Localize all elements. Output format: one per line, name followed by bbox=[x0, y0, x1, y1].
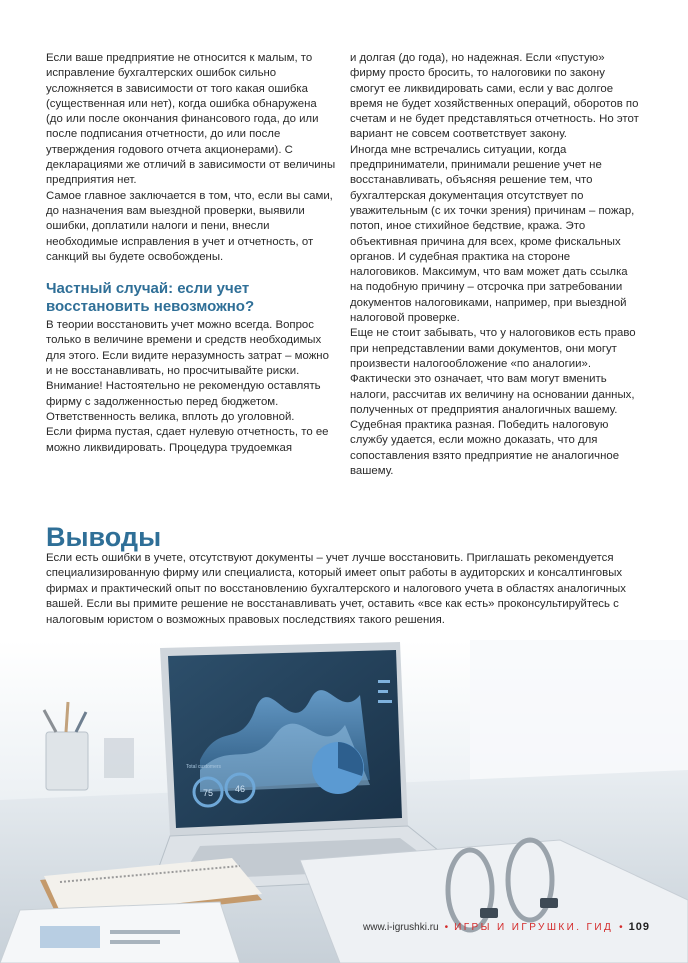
conclusion-text: Если есть ошибки в учете, отсутствуют документы – учет лучше восстановить. Приглашать рекомендуется специализированную фирму или специалиста, который имеет опыт работы в аудиторских и консалтинговых фирмах и практический опыт по восстановлению бухгалтерского и налогового учета в областях аналогичных вашей. Если вы примите решение не восстанавливать учет, оставить «все как есть» проконсультируйтесь с налоговым юристом о возможных правовых последствиях такого решения. bbox=[46, 552, 626, 626]
gauge-value-1: 75 bbox=[202, 788, 214, 798]
gauge-value-2: 46 bbox=[234, 784, 246, 794]
left-para-2: Самое главное заключается в том, что, если вы сами, до назначения вам выездной проверки, выявили ошибки, доплатили налоги и пени, внесли необходимые исправления в учет и отчетность, от санкций вы будете освобождены. bbox=[46, 189, 333, 263]
left-para-4: Если фирма пустая, сдает нулевую отчетность, то ее можно ликвидировать. Процедура трудоемкая bbox=[46, 426, 329, 454]
page-footer bbox=[363, 918, 650, 936]
section-subheading: Частный случай: если учет восстановить невозможно? bbox=[46, 280, 255, 315]
footer-separator-2: • bbox=[619, 921, 623, 933]
left-para-1: Если ваше предприятие не относится к малым, то исправление бухгалтерских ошибок сильно усложняется в зависимости от того какая ошибка (существенная или нет), когда ошибка обнаружена (до или после окончания финансового года, до или после подписания отчетности, до или после утверждения годового отчета акционерами). С декларациями же отличий в зависимости от величины предприятия нет. bbox=[46, 52, 336, 187]
footer-brand: ИГРЫ И ИГРУШКИ. ГИД bbox=[454, 921, 614, 933]
left-column bbox=[46, 51, 336, 456]
right-column bbox=[350, 51, 640, 479]
right-para-2: Иногда мне встречались ситуации, когда предприниматели, принимали решение учет не восстанавливать, объясняя решение тем, что бухгалтерская документация отсутствует по уважительным (с их точки зрения) причинам – пожар, потоп, иное стихийное бедствие, кража. Это объективная причина для всех, кроме фискальных органов. И судебная практика на стороне налоговиков. Максимум, что вам может дать ссылка на подобную причину – отсрочка при затребовании документов налоговиками, например, при выездной налоговой проверке. bbox=[350, 143, 635, 325]
desk-laptop-illustration bbox=[0, 640, 688, 963]
left-para-3: В теории восстановить учет можно всегда. Вопрос только в величине времени и средств необходимых для этого. Если видите неразумность затрат – можно и не восстанавливать, но просчитывайте риски. Внимание! Настоятельно не рекомендую оставлять фирму с задолженностью перед бюджетом. Ответственность велика, вплоть до уголовной. bbox=[46, 319, 329, 423]
right-para-1: и долгая (до года), но надежная. Если «пустую» фирму просто бросить, то налоговики по закону смогут ее ликвидировать сами, если у вас долгое время не будет хозяйственных операций, оборотов по счетам и не будет представляться отчетность. Но этот вариант не совсем соответствует закону. bbox=[350, 52, 639, 141]
footer-site: www.i-igrushki.ru bbox=[363, 921, 439, 933]
screen-label: Total customers bbox=[186, 764, 222, 770]
footer-separator: • bbox=[444, 921, 449, 933]
conclusion-title: Выводы bbox=[46, 522, 162, 552]
page-number: 109 bbox=[628, 921, 650, 933]
right-para-3: Еще не стоит забывать, что у налоговиков есть право при непредставлении вами документов, они могут произвести налогообложение «по аналогии». Фактически это означает, что вам могут вменить налоги, рассчитав их величину на основании данных, полученных от предприятия аналогичных вашему. Судебная практика разная. Победить налоговую службу удается, если можно доказать, что для сопоставления взято предприятие не аналогичное вашему. bbox=[350, 327, 636, 478]
